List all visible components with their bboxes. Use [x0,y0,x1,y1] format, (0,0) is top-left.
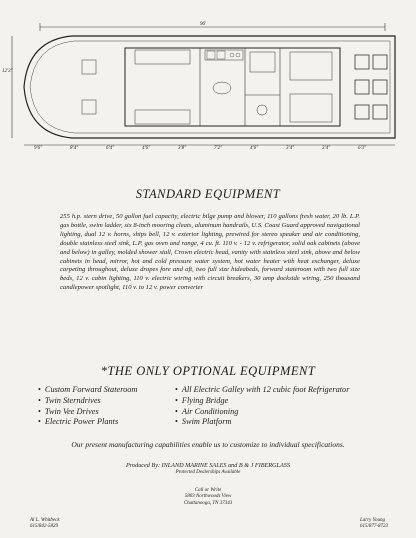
hull-outline [24,36,395,138]
segment-label: 3'4" [322,146,331,150]
contact-phone: 615/877-8723 [360,524,389,530]
foredeck-hatch-2 [373,55,387,69]
standard-equipment-body: 255 h.p. stern drive, 50 gallon fuel capacity, electric bilge pump and blower, 110 gallons fresh water, 20 lb. L.P. gas bottle, swim ladder, six 8-inch mooring cleats, aluminum handrails, U.S. Coast Guard approved navigational lighting, dual 12 v. horns, ships bell, 12 v. exterior lighting, prewired for stereo speaker and air conditioning, double stainless steel sink, L.P. gas oven and range, 4 cu. ft. 110 v. - 12 v. refrigerator, solid oak cabinets (above and below) in galley, molded shower stall, Crown electric head, vanity with stainless steel sink, above and below cabinets in head, mirror, hot and cold pressure water system, hot water heater with heat exchanger, deluxe carpeting throughout, deluxe drapes fore and aft, two full size hideabeds, forward stateroom with two full size beds, 12 v. cabin lighting, 110 v. electric wiring with circuit breakers, 30 amp dockside wiring, 250 thousand candlepower spotlight, 110 v. to 12 v. power converter [60,213,360,292]
segment-label: 3'4" [286,146,295,150]
houseboat-floor-plan [0,0,416,150]
beam-label: 12'3" [2,69,13,74]
capability-statement: Our present manufacturing capabilities enable us to customize to individual specifications. [71,440,345,449]
street-address: 5803 Northwoods View [184,494,232,500]
hideabed-top [135,50,190,64]
toilet [257,105,267,115]
optional-item: • Swim Platform [175,417,349,428]
optional-list-right [175,385,349,428]
address-block [0,488,416,507]
foredeck-hatch-5 [355,105,369,119]
producer-line: Produced By: INLAND MARINE SALES and B & J FIBERGLASS [126,462,290,469]
aft-seat [82,100,96,114]
forward-bed-1 [290,52,332,80]
optional-item: • Custom Forward Stateroom [38,385,137,396]
dinette-table [213,82,231,94]
foredeck-hatch-6 [373,105,387,119]
shower-stall [250,52,275,72]
segment-label: 4'6" [142,146,151,150]
producer-block [0,462,416,475]
overall-length-label: 96' [200,22,207,27]
call-or-write: Call or Write [194,488,222,493]
segment-label: 6'4" [106,146,115,150]
deck-rail [30,41,390,133]
standard-equipment-title: STANDARD EQUIPMENT [135,187,281,201]
optional-item: • All Electric Galley with 12 cubic foot Refrigerator [175,385,349,396]
optional-list-left [38,385,137,428]
optional-item: • Air Conditioning [175,407,349,418]
optional-item: • Flying Bridge [175,396,349,407]
segment-labels [34,146,367,150]
contact-phone: 615/842-5829 [30,524,59,530]
segment-label: 9'6" [34,146,43,150]
segment-label: 4'6" [250,146,259,150]
helm-seat [82,60,96,74]
dealership-note: Protected Dealerships Available [175,470,241,475]
foredeck-hatch-4 [373,80,387,94]
segment-label: 3'8" [178,146,187,150]
contact-right [360,518,388,531]
city-address: Chattanooga, TN 37343 [183,500,233,506]
optional-item: • Twin Vee Drives [38,407,137,418]
segment-label: 8'4" [70,146,79,150]
optional-equipment-title: *THE ONLY OPTIONAL EQUIPMENT [100,364,316,378]
foredeck-hatch-1 [355,55,369,69]
optional-item: • Electric Power Plants [38,417,137,428]
hideabed-bottom [135,110,190,124]
segment-label: 6'3" [358,146,367,150]
foredeck-hatch-3 [355,80,369,94]
segment-label: 7'2" [214,146,223,150]
contact-name: Larry Young [360,518,385,523]
contact-left [30,518,60,531]
cabin-outline [125,48,340,126]
forward-bed-2 [290,94,332,122]
galley-counter [205,50,243,60]
contact-name: Al L. Whitbeck [30,518,60,523]
optional-item: • Twin Sterndrives [38,396,137,407]
